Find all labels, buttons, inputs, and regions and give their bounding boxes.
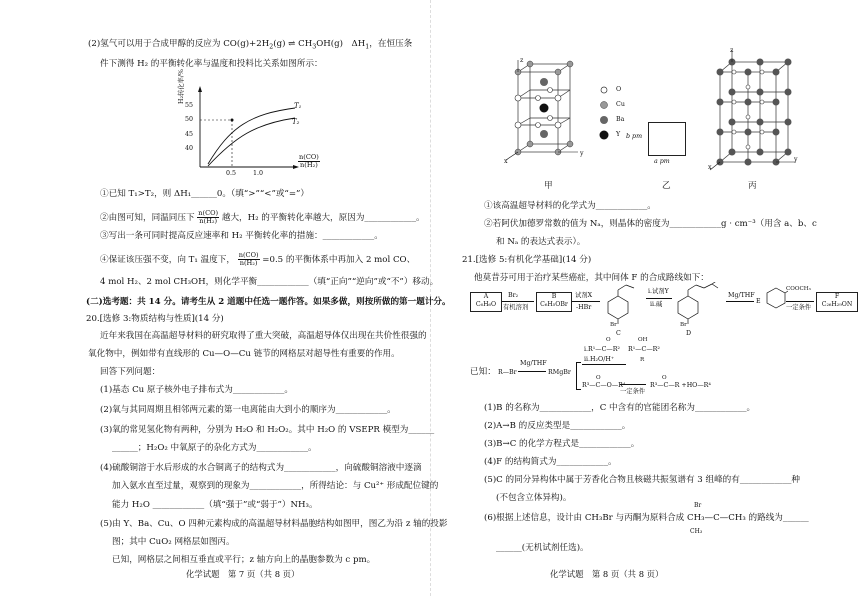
conversion-graph: [170, 82, 370, 182]
q2-intro: (2)氢气可以用于合成甲醇的反应为 $CO(g)+2H_2(g)$ ⇌ $CH_3OH(g)$ $\Delta H_1$，在恒压条: [88, 39, 413, 51]
known-arrow3-icon: [620, 384, 646, 385]
atoms-jia: [515, 61, 573, 155]
known-branch-icon: [576, 362, 581, 390]
q20-line: 已知，网格层之间相互垂直或平行；z 轴方向上的晶胞参数为 c pm。: [112, 555, 376, 565]
graph-ytick: 50: [185, 116, 194, 123]
q21-intro: 他莫昔芬可用于治疗某些癌症，其中间体 F 的合成路线如下：: [474, 273, 709, 283]
known-r1: R: [640, 357, 645, 363]
known-o3: O: [662, 375, 667, 381]
legend-cu: Cu: [616, 101, 625, 108]
compound-f-box: [816, 292, 858, 312]
q2-intro-line2: 件下测得 H₂ 的平衡转化率与温度和投料比关系如图所示：: [100, 59, 323, 69]
frac-den: n(H₂): [239, 259, 258, 267]
curve-t1: [208, 108, 295, 164]
axis-y-jia: y: [580, 150, 584, 157]
q20-5-2: ②若阿伏加德罗常数的值为 Nₐ，则晶体的密度为____________g · cm⁻³（用含 a、b、c: [484, 219, 817, 229]
axis-x-jia: x: [504, 158, 508, 165]
q2-sub4-line2: 4 mol H₂、2 mol CH₃OH，则化学平衡____________（填“正向”“逆向”或“不”）移动。: [100, 277, 439, 287]
q21-5: (5)C 的同分异构体中属于芳香化合物且核磁共振氢谱有 3 组峰的有____________种: [484, 475, 801, 485]
q20-line: 加入氨水直至过量，观察到的现象为____________，所得结论：与 Cu²⁺ 形成配位键的: [112, 481, 439, 491]
legend-y: Y: [616, 131, 621, 138]
label-d: D: [686, 330, 692, 337]
legend-o: O: [616, 86, 622, 93]
known-arrow1-icon: [518, 371, 546, 372]
known-step1: i.R¹—C—R²: [584, 346, 620, 353]
known-mg: Mg/THF: [520, 360, 547, 367]
compound-a-formula: C₆H₆O: [475, 301, 497, 308]
q20-line: 回答下列问题：: [100, 367, 161, 377]
q21-1: (1)B 的名称为____________，C 中含有的官能团名称为____________。: [484, 403, 756, 413]
known-ester: R³—C—O—R⁴: [582, 382, 626, 389]
frac-num: n(CO): [198, 209, 219, 217]
caption-bing: 丙: [748, 181, 757, 191]
q21-title: 21.[选修 5:有机化学基础](14 分): [462, 255, 592, 265]
graph-xlabel-den: n(H₂): [300, 161, 318, 169]
legend-y-icon: [600, 131, 609, 140]
legend-o-icon: [601, 87, 607, 93]
axis-z-jia: z: [520, 57, 524, 64]
benzoate-icon: [764, 284, 788, 310]
arrow1-bot: 有机溶剂: [503, 304, 529, 311]
caption-jia: 甲: [544, 181, 553, 191]
frac-num: n(CO): [238, 251, 259, 259]
q20-line: ______；H₂O₂ 中氧原子的杂化方式为____________。: [112, 443, 317, 453]
legend-cu-icon: [601, 102, 608, 109]
q20-line: 能力 H₂O ____________（填“强于”或“弱于”）NH₃。: [112, 500, 318, 510]
legend-markers: [598, 84, 612, 144]
arrow3-bot: ii.碱: [650, 301, 663, 308]
compound-b-box: [536, 292, 572, 312]
q21-6-ch3: CH₃: [690, 528, 703, 535]
q20-line: (2)氧与其同周期且相邻两元素的第一电离能由大到小的顺序为____________。: [100, 405, 396, 415]
graph-ytick: 45: [185, 131, 194, 138]
q20-line: 近年来我国在高温超导材料的研究取得了重大突破，高温超导体仅出现在共价性很强的: [100, 331, 427, 341]
q21-6-br: Br: [694, 502, 702, 509]
q21-2: (2)A→B 的反应类型是____________。: [484, 421, 631, 431]
graph-xlabel: [298, 154, 320, 169]
legend-ba-icon: [600, 116, 608, 124]
q2-sub2-frac: [197, 210, 219, 225]
q2-sub1: ①已知 T₁>T₂，则 ΔH₁______0。（填“>”“<”或“=”）: [100, 189, 310, 199]
q20-line: 图；其中 CuO₂ 网格层如图丙。: [112, 537, 235, 547]
q2-intro-d: OH(g) ΔH: [316, 39, 366, 49]
projection-yi: [648, 122, 686, 156]
known-o2: O: [596, 375, 601, 381]
known-step2: ii.H₂O/H⁺: [584, 356, 615, 363]
known-label: 已知：: [470, 367, 496, 377]
known-prod2: R³—C—R +HO—R⁴: [650, 382, 711, 389]
right-page: [430, 0, 860, 596]
known-cond: 一定条件: [620, 388, 646, 395]
label-c: C: [616, 330, 621, 337]
crystal-grid-bing: [702, 48, 802, 178]
legend-ba: Ba: [616, 116, 625, 123]
caption-yi: 乙: [662, 181, 671, 191]
scheme-cond: 一定条件: [786, 304, 812, 311]
q2-sub2-a: ②由图可知，同温同压下: [100, 213, 195, 223]
label-e: E: [756, 298, 761, 305]
q20-title: 20.[选修 3:物质结构与性质](14 分): [86, 314, 224, 324]
known-arrow2-icon: [582, 364, 626, 365]
graph-ytick: 55: [185, 102, 194, 109]
compound-a-label: A: [483, 293, 489, 300]
q21-6: (6)根据上述信息，设计由 CH₃Br 与丙酮为原料合成 CH₃—C—CH₃ 的路线为______: [484, 513, 809, 523]
q20-line: (1)基态 Cu 原子核外电子排布式为____________。: [100, 385, 294, 395]
compound-b-label: B: [551, 293, 557, 300]
q2-intro-e: ，在恒压条: [369, 39, 413, 49]
section-heading: (二)选考题：共 14 分。请考生从 2 道题中任选一题作答。如果多做，则按所做的第一题计分。: [86, 297, 451, 307]
compound-a-box: [470, 292, 502, 312]
structure-c: [602, 282, 644, 328]
atoms-bing: [717, 59, 792, 166]
q20-5-1: ①该高温超导材料的化学式为____________。: [484, 201, 656, 211]
known-rmgbr: RMgBr: [548, 369, 571, 376]
q2-intro-c: CH: [298, 39, 313, 49]
q20-line: (5)由 Y、Ba、Cu、O 四种元素构成的高温超导材料晶胞结构如图甲，图乙为沿 z 轴的投影: [100, 519, 448, 529]
q2-intro-b: (g): [273, 39, 286, 49]
q20-5-2b: 和 Nₐ 的表达式表示）。: [496, 237, 586, 247]
a-pm-label: a pm: [654, 158, 670, 165]
q21-3: (3)B→C 的化学方程式是____________。: [484, 439, 640, 449]
arrow3-top: i.试剂Y: [648, 288, 669, 295]
q2-sub4-frac: [238, 252, 260, 267]
axis-x-bing: x: [708, 164, 712, 171]
compound-f-label: F: [834, 293, 840, 300]
known-prod1: R¹—C—R²: [628, 346, 660, 353]
arrow1-top: Br₂: [508, 292, 519, 299]
arrow2-bot: -HBr: [576, 304, 592, 311]
curve-t2: [208, 118, 295, 166]
arrow2-top: 试剂X: [575, 292, 593, 299]
graph-ytick: 40: [185, 145, 194, 152]
graph-xtick: 1.0: [253, 170, 264, 177]
q2-sub2: [100, 210, 425, 225]
c-br: Br: [610, 322, 617, 328]
equilibrium-arrow-icon: ⇌: [285, 39, 299, 49]
axis-z-bing: z: [730, 47, 734, 54]
b-pm-label: b pm: [626, 133, 643, 140]
q20-line: (3)氧的常见氢化物有两种，分别为 H₂O 和 H₂O₂。其中 H₂O 的 VSEPR 模型为______: [100, 425, 435, 435]
known-oh: OH: [638, 337, 648, 343]
axis-y-bing: y: [794, 156, 798, 163]
curve-label-t1: T₁: [294, 102, 302, 110]
arrow4-icon: [726, 301, 754, 302]
q20-line: (4)硫酸铜溶于水后形成的水合铜离子的结构式为____________，向硫酸铜溶液中逐滴: [100, 463, 422, 473]
curve-label-t2: T₂: [292, 118, 300, 126]
q2-sub3: ③写出一条可同时提高反应速率和 H₂ 平衡转化率的措施：____________。: [100, 231, 383, 241]
q2-intro-a: (2)氢气可以用于合成甲醇的反应为 CO(g)+2H: [88, 39, 270, 49]
known-o1: O: [606, 337, 611, 343]
q21-6-last: ______(无机试剂任选)。: [496, 543, 589, 553]
frac-den: n(H₂): [199, 217, 218, 225]
compound-b-formula: C₆H₅OBr: [540, 301, 568, 308]
graph-xtick: 0.5: [226, 170, 237, 177]
graph-point: [231, 119, 234, 122]
q2-sub4-b: =0.5 的平衡体系中再加入 2 mol CO、: [262, 255, 416, 265]
q2-sub4: [100, 252, 415, 267]
arrow4-top: Mg/THF: [728, 292, 755, 299]
q21-4: (4)F 的结构简式为____________。: [484, 457, 617, 467]
q2-sub4-a: ④保证该压强不变，向 T₁ 温度下，: [100, 255, 235, 265]
y-axis-arrow-icon: [198, 86, 202, 92]
ester-label: COOCH₃: [786, 286, 811, 292]
known-rbr: R—Br: [498, 369, 517, 376]
footer-left: 化学试题 第 7 页（共 8 页）: [186, 569, 300, 579]
graph-xlabel-num: n(CO): [299, 153, 319, 161]
q20-line: 氧化物中，例如带有直线形的 Cu—O—Cu 链节的网格层对超导性有重要的作用。: [88, 349, 400, 359]
footer-right: 化学试题 第 8 页（共 8 页）: [550, 569, 664, 579]
compound-f-formula: C₂₆H₂₉ON: [821, 301, 853, 308]
graph-ylabel: H₂转化率/%: [178, 68, 185, 104]
d-br: Br: [680, 322, 687, 328]
q21-5b: (不包含立体异构)。: [496, 493, 572, 503]
q2-sub2-b: 越大，H₂ 的平衡转化率越大，原因为____________。: [221, 213, 425, 223]
